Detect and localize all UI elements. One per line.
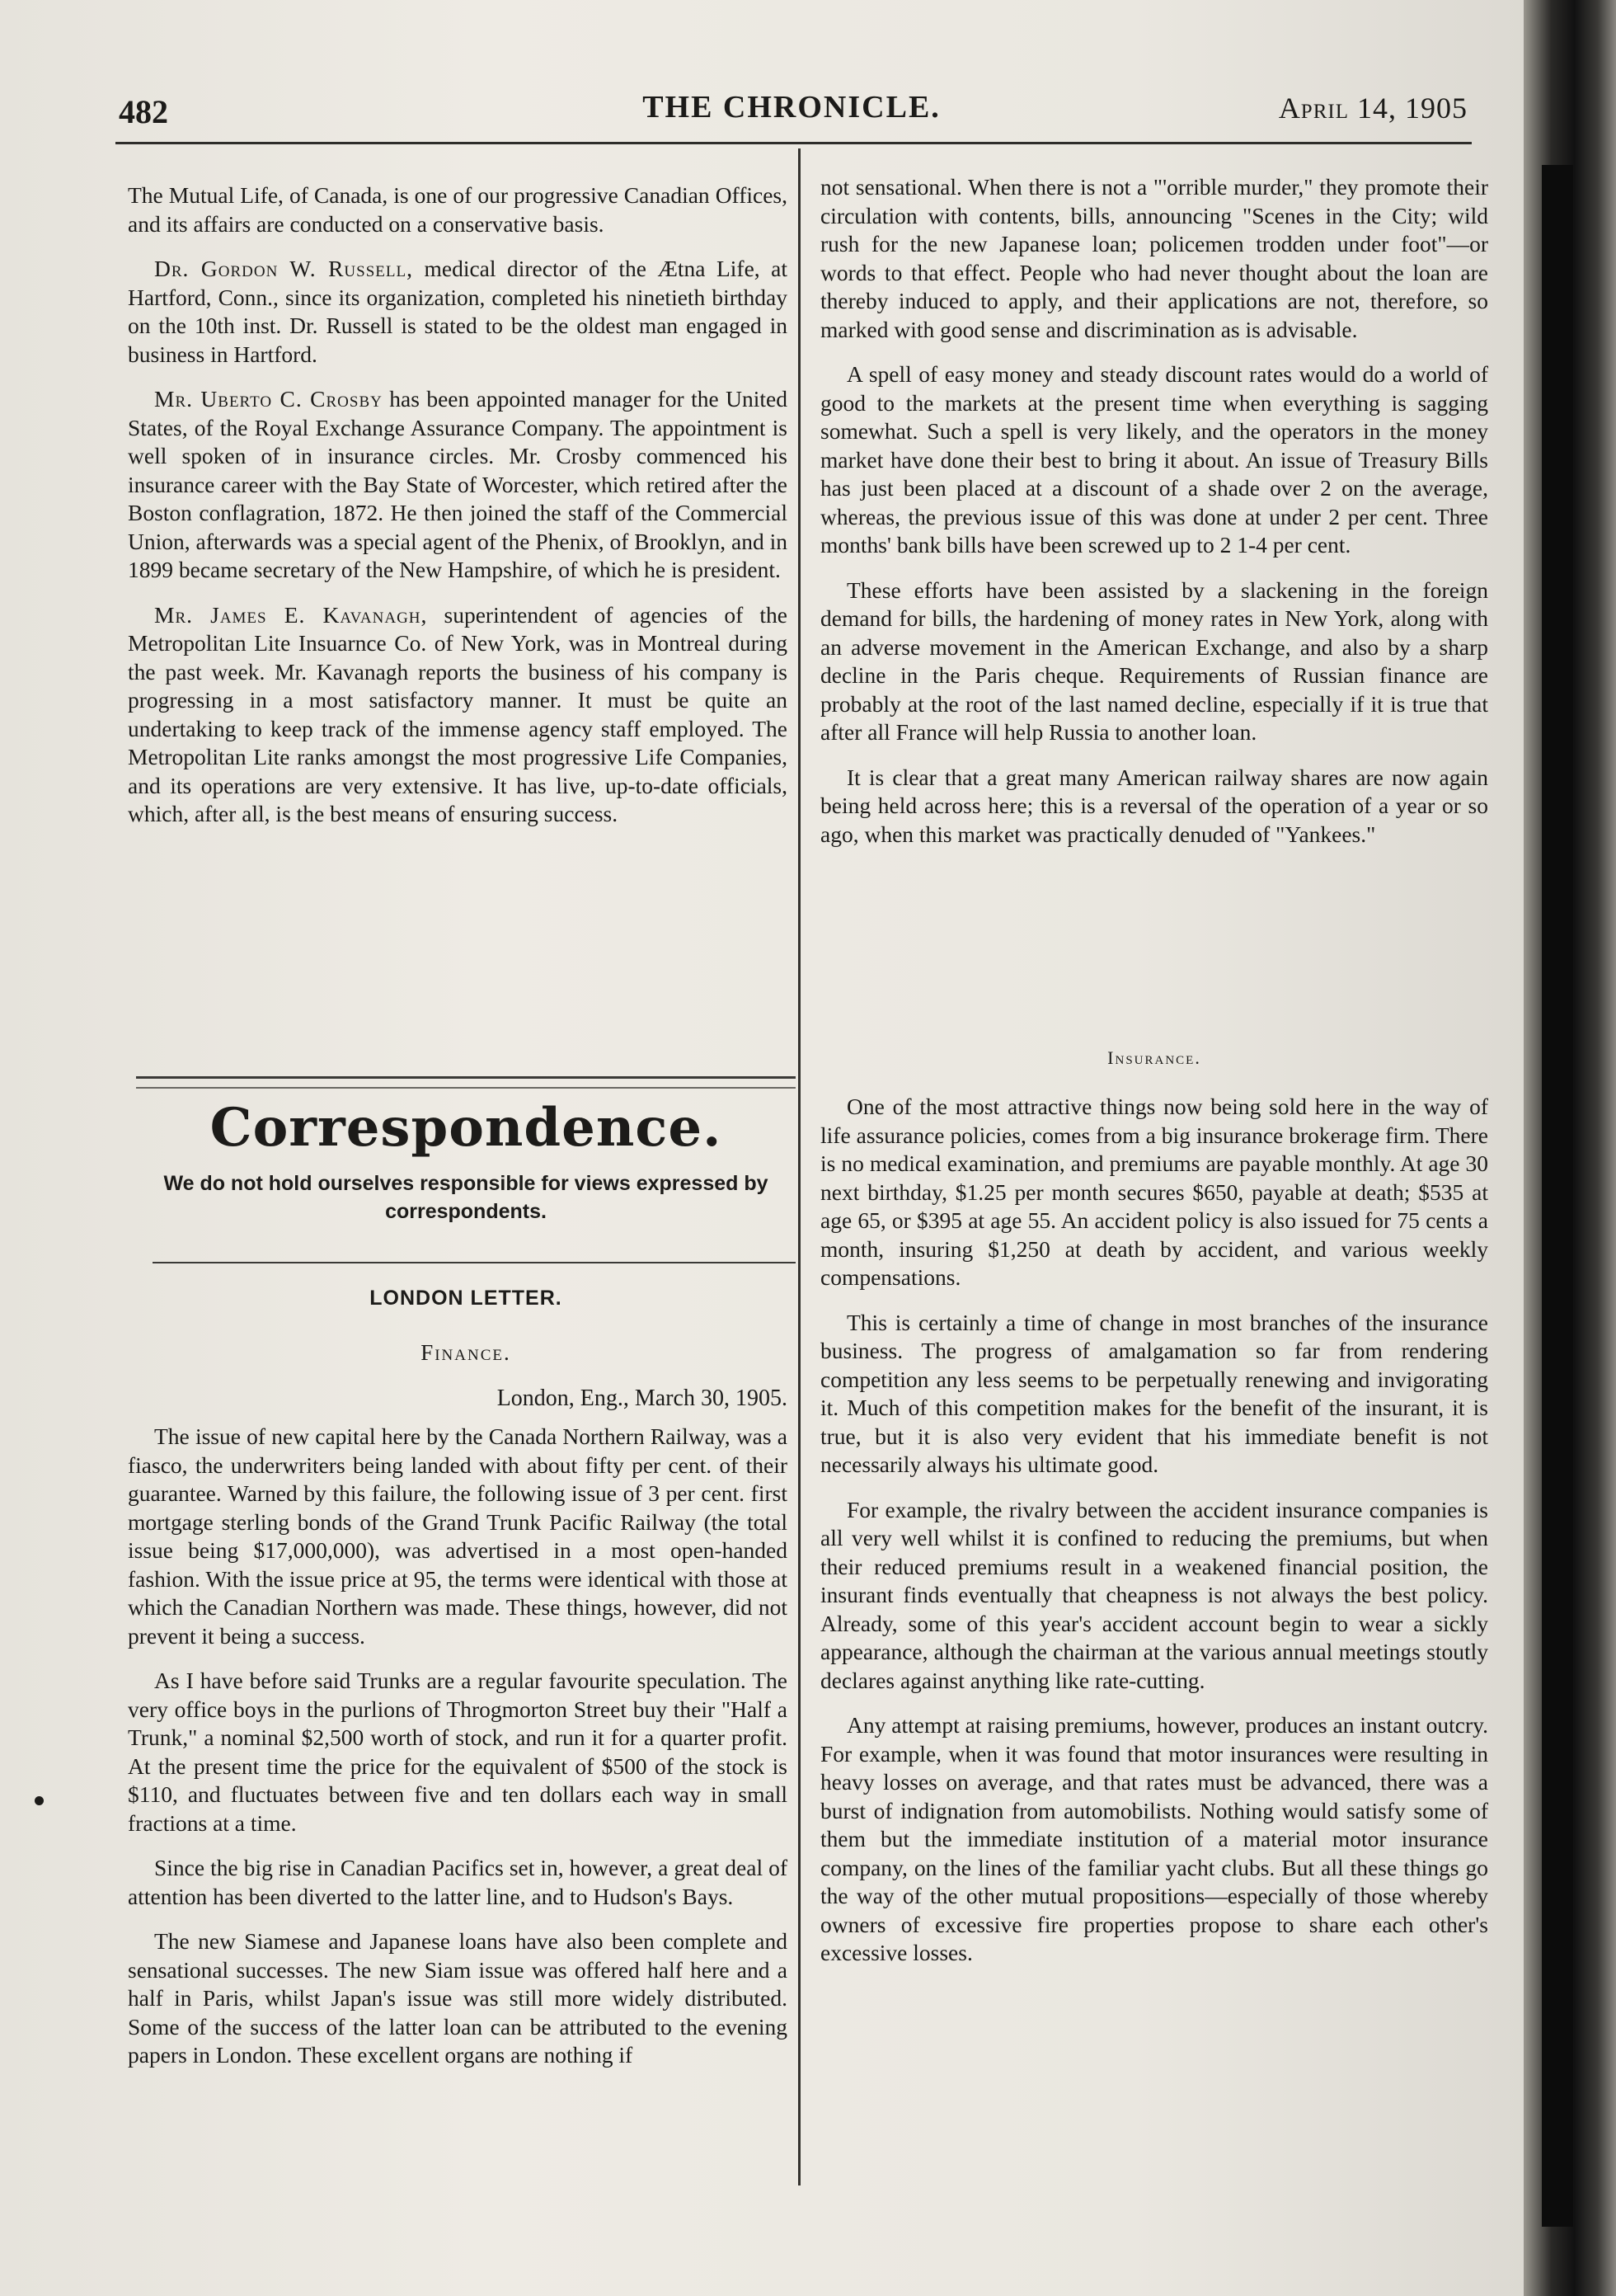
correspondence-title: Correspondence. <box>209 1097 722 1159</box>
note-russell <box>128 255 787 369</box>
insurance-paragraph: Any attempt at raising premiums, however, produces an instant outcry. For example, when it was found that motor insurances were resulting in heavy losses on average, and that rates must be advanced, there was a burst of indignation from automobilists. Nothing would satisfy some of them but the immediate institution of a material motor insurance company, on the lines of the familiar yacht clubs. But all these things go the way of the other mutual propositions—especially of those whereby owners of excessive fire properties propose to share each other's excessive losses. <box>820 1712 1488 1965</box>
note-lead-name: Mr. James E. Kavanagh, <box>154 601 428 628</box>
column-divider <box>798 148 801 2185</box>
letter-dateline: London, Eng., March 30, 1905. <box>496 1386 787 1411</box>
note-text: has been appointed manager for the United States, of the Royal Exchange Assurance Company. The appointment is well spoken of in insurance circles. Mr. Crosby commenced his insurance career with the Bay State of Worcester, which retired after the Boston conflagration, 1872. He then joined the staff of the Commercial Union, afterwards was a special agent of the Phenix, of Brooklyn, and in 1899 became secretary of the New Hampshire, of which he is president. <box>128 386 787 582</box>
insurance-paragraph: This is certainly a time of change in most branches of the insurance business. The progress of amalgamation so far from rendering competition any less seems to be perpetually renewing and invigorating it. Much of this competition makes for the benefit of the insurant, it is true, but it is also very evident that his immediate benefit is not necessarily always his ultimate good. <box>820 1309 1488 1477</box>
letter-paragraph: Since the big rise in Canadian Pacifics set in, however, a great deal of attention has been diverted to the latter line, and to Hudson's Bays. <box>128 1855 787 1909</box>
note-text: superintendent of agencies of the Metropolitan Lite Insuarnce Co. of New York, was in Montreal during the past week. Mr. Kavanagh reports the business of his company is progressing in a most satisfactory manner. It must be quite an undertaking to keep track of the immense agency staff employed. The Metropolitan Lite ranks amongst the most progressive Life Companies, and its operations are very extensive. It has live, up-to-date officials, which, after all, is the best means of ensuring success. <box>128 601 787 826</box>
letter-paragraph: The issue of new capital here by the Canada Northern Railway, was a fiasco, the underwriters being landed with about fifty per cent. of their guarantee. Warned by this failure, the following issue of 3 per cent. first mortgage sterling bonds of the Grand Trunk Pacific Railway (the total issue being $17,000,000), was advertised in a most open-handed fashion. With the issue price at 95, the terms were identical with those at which the Canadian Northern was made. These things, however, did not prevent it being a success. <box>128 1423 787 1649</box>
finance-paragraph: not sensational. When there is not a "'orrible murder," they promote their circulation with contents, bills, announcing "Scenes in the City; wild rush for the new Japanese loan; policemen trodden under foot"—or words to that effect. People who had never thought about the loan are thereby induced to apply, and their applications are not, therefore, so marked with good sense and discrimination as is advisable. <box>820 174 1488 342</box>
ink-spot <box>35 1796 44 1805</box>
note-lead-name: Dr. Gordon W. Russell, <box>154 256 413 281</box>
correspondence-disclaimer: We do not hold ourselves responsible for views expressed by correspondents. <box>163 1172 768 1223</box>
note-crosby <box>128 385 787 585</box>
left-column-notes <box>128 181 787 845</box>
section-separator <box>136 1076 796 1089</box>
page-number: 482 <box>119 93 168 130</box>
finance-paragraph: It is clear that a great many American railway shares are now again being held across here; this is a reversal of the operation of a year or so ago, when this market was practically denuded of "Yankees." <box>820 764 1488 847</box>
note-text: The Mutual Life, of Canada, is one of our progressive Canadian Offices, and its affairs are conducted on a conservative basis. <box>128 182 787 237</box>
finance-paragraph: These efforts have been assisted by a slackening in the foreign demand for bills, the hardening of money rates in New York, along with an adverse movement in the American Exchange, and also by a sharp decline in the Paris cheque. Requirements of Russian finance are probably at the root of the last named decline, especially if it is true that after all France will help Russia to another loan. <box>820 576 1488 745</box>
insurance-heading: Insurance. <box>1107 1047 1201 1068</box>
note-text: medical director of the Ætna Life, at Hartford, Conn., since its organization, completed his ninetieth birthday on the 10th inst. Dr. Russell is stated to be the oldest man engaged in business in Hartford. <box>128 256 787 367</box>
issue-date: April 14, 1905 <box>1278 92 1468 125</box>
insurance-paragraph: For example, the rivalry between the accident insurance companies is all very well whilst it is confined to reducing the premiums, but when their reduced premiums result in a weakened financial position, the insurant finds eventually that cheapness is not always the best policy. Already, some of this year's accident account begin to wear a sickly appearance, although the chairman at the various annual meetings stoutly declares against anything like rate-cutting. <box>820 1496 1488 1693</box>
finance-subheading: Finance. <box>420 1340 511 1365</box>
page-header <box>115 82 1468 132</box>
insurance-paragraph: One of the most attractive things now being sold here in the way of life assurance policies, comes from a big insurance brokerage firm. There is no medical examination, and premiums are payable monthly. At age 30 next birthday, $1.25 per month secures $650, payable at death; $535 at age 65, or $395 at age 55. An accident policy is also issued for 75 cents a month, insuring $1,250 at death by accident, and various weekly compensations. <box>820 1094 1488 1290</box>
london-letter-heading: LONDON LETTER. <box>369 1287 562 1310</box>
header-rule <box>115 142 1472 144</box>
journal-title: THE CHRONICLE. <box>642 90 941 125</box>
finance-paragraph: A spell of easy money and steady discount rates would do a world of good to the markets at the present time when everything is sagging somewhat. Such a spell is very likely, and the operators in the money market have done their best to bring it about. An issue of Treasury Bills has just been placed at a discount of a shade over 2 on the average, whereas, the previous issue of this was done at under 2 per cent. Three months' bank bills have been screwed up to 2 1-4 per cent. <box>820 361 1488 558</box>
note-lead-name: Mr. Uberto C. Crosby <box>154 386 383 412</box>
note-mutual-life <box>128 181 787 238</box>
binding-shadow <box>1542 165 1573 2227</box>
note-kavanagh <box>128 601 787 829</box>
insurance-body <box>820 1093 1488 1984</box>
right-column-finance <box>820 173 1488 865</box>
letter-paragraph: The new Siamese and Japanese loans have also been complete and sensational successes. The new Siam issue was offered half here and a half in Paris, whilst Japan's issue was still more widely distributed. Some of the success of the latter loan can be attributed to the evening papers in London. These excellent organs are nothing if <box>128 1928 787 2068</box>
letter-paragraph: As I have before said Trunks are a regular favourite speculation. The very office boys in the purlions of Throgmorton Street buy their "Half a Trunk," a nominal $2,500 worth of stock, and run it for a quarter profit. At the present time the price for the equivalent of $500 of the stock is $110, and fluctuates between five and ten dollars each way in small fractions at a time. <box>128 1668 787 1836</box>
correspondence-rule <box>153 1262 796 1263</box>
london-letter-body <box>128 1423 787 2087</box>
